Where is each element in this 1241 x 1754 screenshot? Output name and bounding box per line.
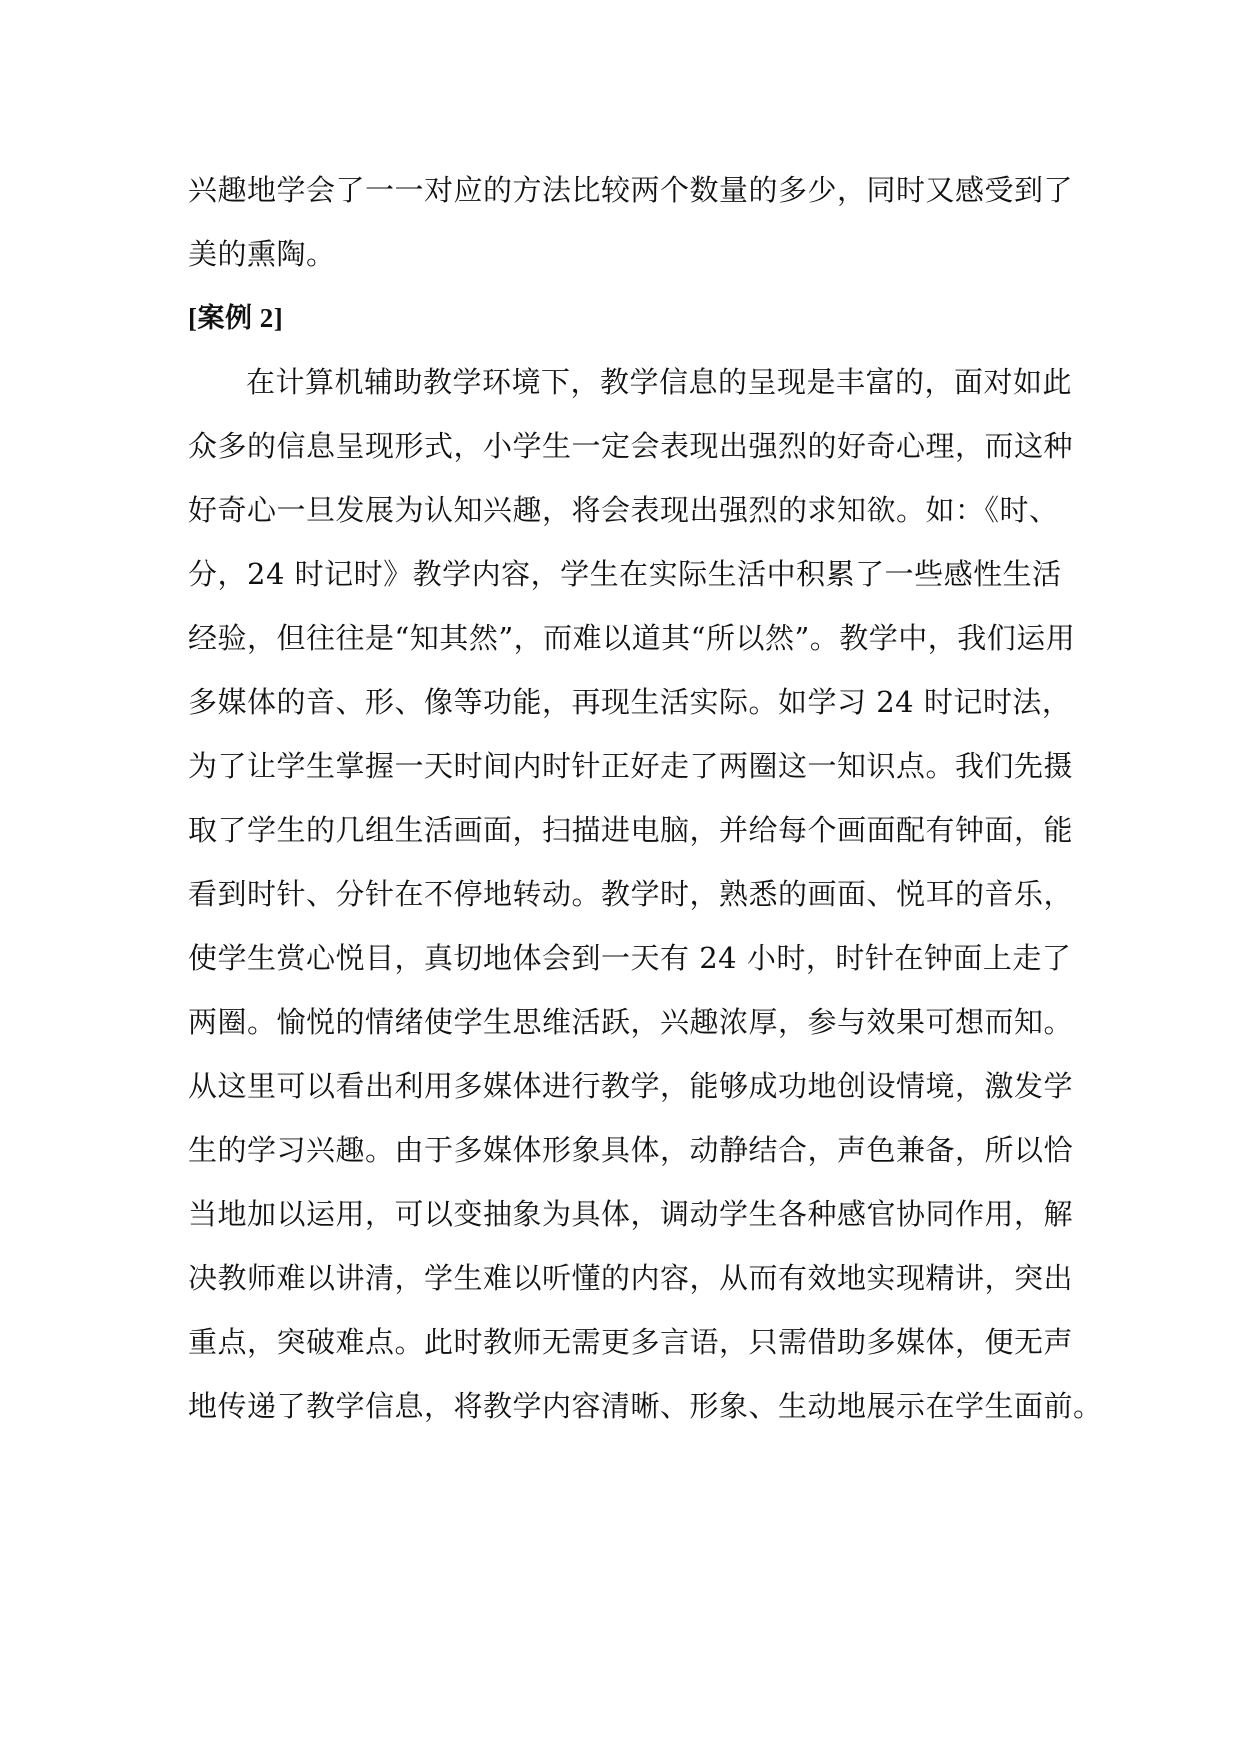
text-line: 好奇心一旦发展为认知兴趣，将会表现出强烈的求知欲。如：《时、 (188, 493, 1059, 527)
section-heading: [案例 2] (188, 303, 284, 333)
text-line: 决教师难以讲清，学生难以听懂的内容，从而有效地实现精讲，突出 (188, 1261, 1074, 1295)
text-line: 看到时针、分针在不停地转动。教学时，熟悉的画面、悦耳的音乐， (188, 877, 1074, 911)
text-line: 地传递了教学信息，将教学内容清晰、形象、生动地展示在学生面前。 (188, 1389, 1103, 1423)
text-line: 使学生赏心悦目，真切地体会到一天有 24 小时，时针在钟面上走了 (188, 941, 1072, 975)
text-line: 兴趣地学会了一一对应的方法比较两个数量的多少，同时又感受到了 (188, 173, 1074, 207)
text-line: 众多的信息呈现形式，小学生一定会表现出强烈的好奇心理，而这种 (188, 429, 1074, 463)
text-line: 美的熏陶。 (188, 237, 336, 271)
text-line: 从这里可以看出利用多媒体进行教学，能够成功地创设情境，激发学 (188, 1069, 1074, 1103)
document-body (188, 158, 1103, 1438)
text-line: 重点，突破难点。此时教师无需更多言语，只需借助多媒体，便无声 (188, 1325, 1074, 1359)
paragraph-first-line: 在计算机辅助教学环境下，教学信息的呈现是丰富的，面对如此 (246, 365, 1073, 399)
text-line: 分，24 时记时》教学内容，学生在实际生活中积累了一些感性生活 (188, 557, 1062, 591)
text-line: 经验，但往往是“知其然”，而难以道其“所以然”。教学中，我们运用 (188, 621, 1076, 655)
text-line: 当地加以运用，可以变抽象为具体，调动学生各种感官协同作用，解 (188, 1197, 1074, 1231)
text-line: 为了让学生掌握一天时间内时针正好走了两圈这一知识点。我们先摄 (188, 749, 1074, 783)
text-line: 多媒体的音、形、像等功能，再现生活实际。如学习 24 时记时法， (188, 685, 1072, 719)
text-line: 取了学生的几组生活画面，扫描进电脑，并给每个画面配有钟面，能 (188, 813, 1074, 847)
text-line: 两圈。愉悦的情绪使学生思维活跃，兴趣浓厚，参与效果可想而知。 (188, 1005, 1074, 1039)
text-line: 生的学习兴趣。由于多媒体形象具体，动静结合，声色兼备，所以恰 (188, 1133, 1074, 1167)
